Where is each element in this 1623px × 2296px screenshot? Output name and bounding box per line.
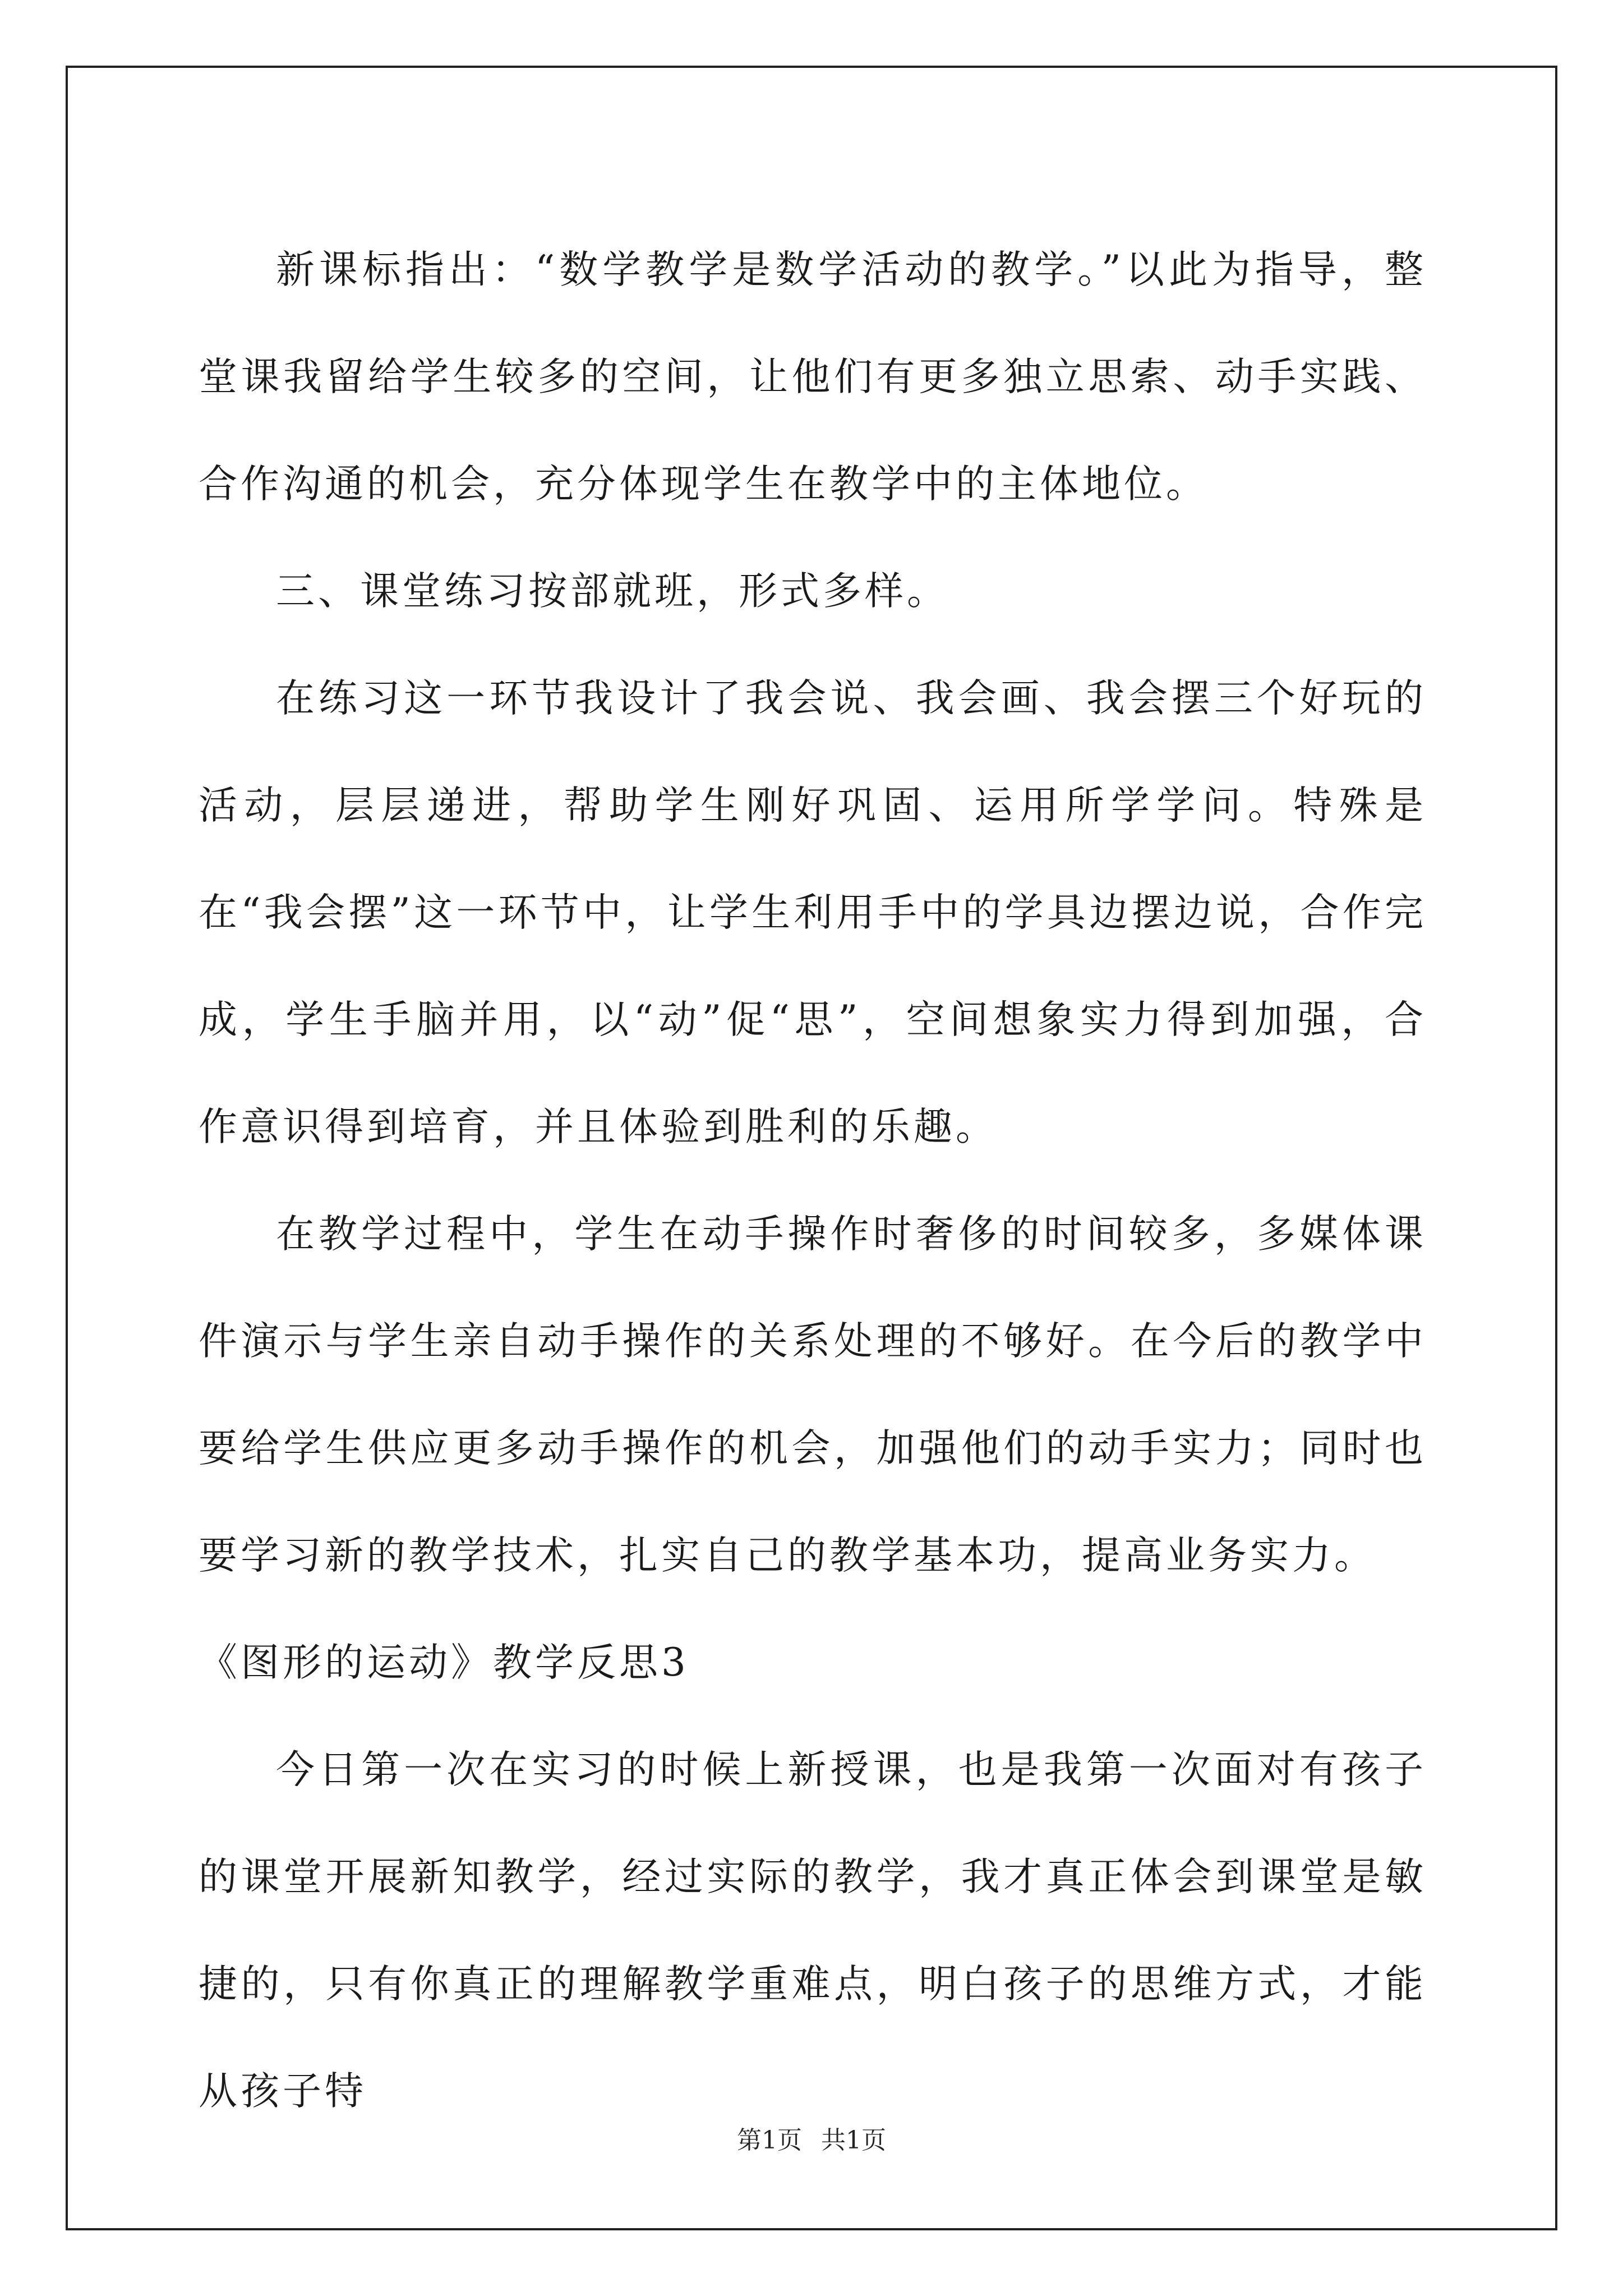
page-footer	[0, 2124, 1623, 2157]
paragraph-5: 今日第一次在实习的时候上新授课，也是我第一次面对有孩子的课堂开展新知教学，经过实际的教学，我才真正体会到课堂是敏捷的，只有你真正的理解教学重难点，明白孩子的思维方式，才能从孩子特	[199, 1747, 1427, 2114]
document-body	[199, 217, 1427, 2145]
page-number: 第1页	[737, 2126, 802, 2155]
paragraph-2: 三、课堂练习按部就班，形式多样。	[276, 569, 949, 614]
paragraph-3: 在练习这一环节我设计了我会说、我会画、我会摆三个好玩的活动，层层递进，帮助学生刚好巩固、运用所学学问。特殊是在“我会摆”这一环节中，让学生利用手中的学具边摆边说，合作完成，学生手脑并用，以“动”促“思”，空间想象实力得到加强，合作意识得到培育，并且体验到胜利的乐趣。	[199, 676, 1427, 1149]
section-heading: 《图形的运动》教学反思3	[199, 1640, 689, 1685]
paragraph-4: 在教学过程中，学生在动手操作时奢侈的时间较多，多媒体课件演示与学生亲自动手操作的关系处理的不够好。在今后的教学中要给学生供应更多动手操作的机会，加强他们的动手实力；同时也要学习新的教学技术，扎实自己的教学基本功，提高业务实力。	[199, 1212, 1427, 1578]
paragraph-1: 新课标指出：“数学教学是数学活动的教学。”以此为指导，整堂课我留给学生较多的空间，让他们有更多独立思索、动手实践、合作沟通的机会，充分体现学生在教学中的主体地位。	[199, 247, 1427, 507]
page-total: 共1页	[821, 2126, 886, 2155]
